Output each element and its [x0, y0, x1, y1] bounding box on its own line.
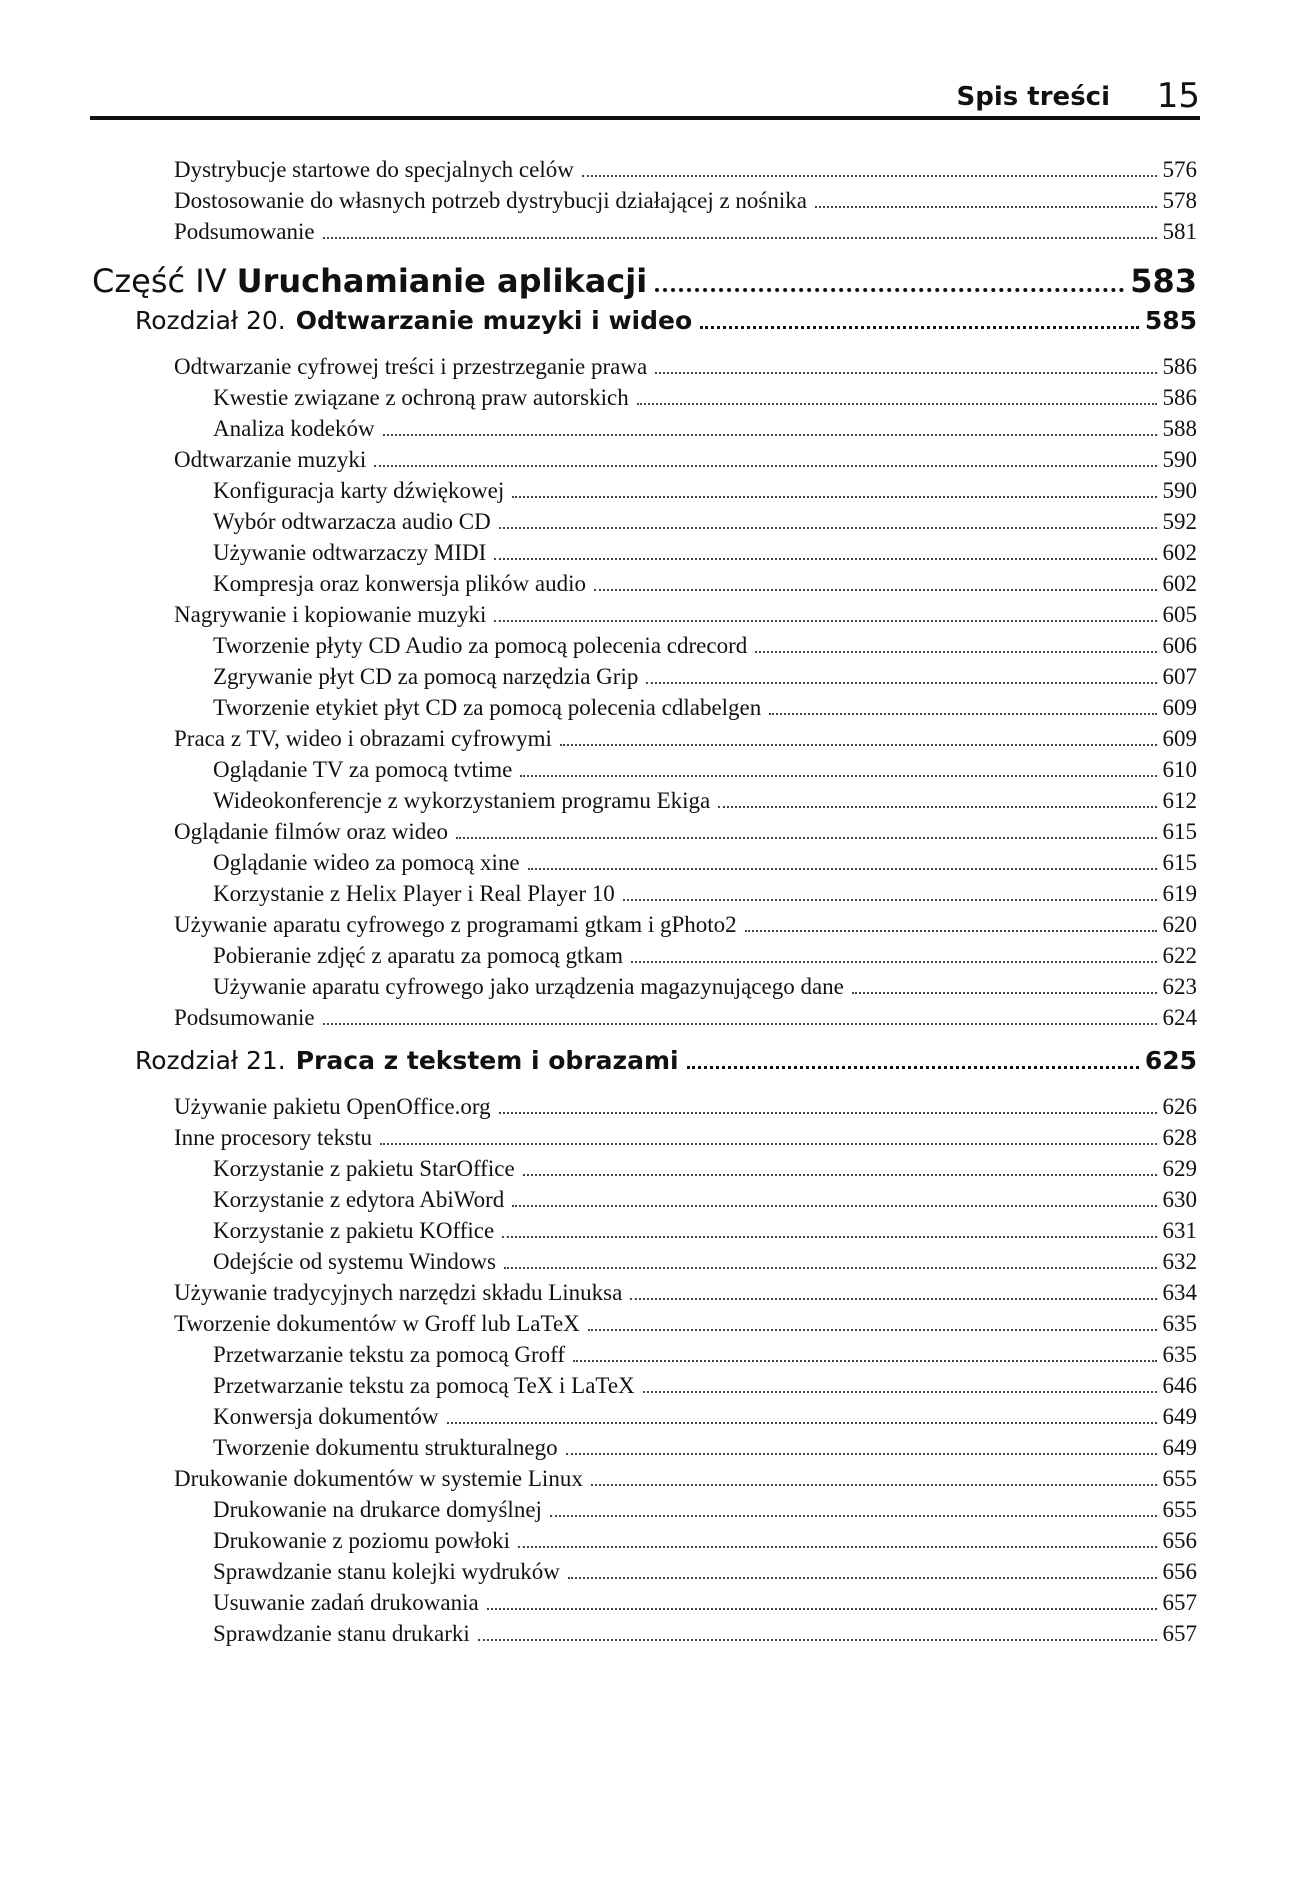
toc-section [174, 447, 1197, 477]
toc-entry-title: Inne procesory tekstu [174, 1125, 372, 1150]
dot-leader [523, 1174, 1157, 1176]
toc-subsection [213, 571, 1197, 601]
toc-entry-page: 581 [1162, 219, 1197, 244]
toc-entry-prefix: Rozdział 21. [135, 1046, 286, 1075]
dot-leader [769, 713, 1156, 715]
dot-leader [494, 558, 1156, 560]
toc-subsection [213, 1435, 1197, 1465]
dot-leader [323, 237, 1157, 239]
toc-entry-page: 634 [1162, 1280, 1197, 1305]
toc-entry-page: 588 [1162, 416, 1197, 441]
toc-entry-title: Pobieranie zdjęć z aparatu za pomocą gtkam [213, 943, 623, 968]
toc-entry-title: Wybór odtwarzacza audio CD [213, 509, 491, 534]
toc-entry-title: Tworzenie dokumentu strukturalnego [213, 1435, 558, 1460]
dot-leader [504, 1267, 1157, 1269]
dot-leader [518, 1546, 1156, 1548]
toc-entry-title: Analiza kodeków [213, 416, 375, 441]
dot-leader [560, 744, 1157, 746]
dot-leader [755, 651, 1156, 653]
dot-leader [745, 930, 1157, 932]
toc-entry-title: Korzystanie z edytora AbiWord [213, 1187, 505, 1212]
toc-entry-page: 625 [1144, 1046, 1197, 1075]
toc-subsection [213, 1156, 1197, 1186]
toc-entry-page: 606 [1162, 633, 1197, 658]
dot-leader [512, 1205, 1156, 1207]
toc-section [174, 1005, 1197, 1035]
toc-entry-title: Wideokonferencje z wykorzystaniem programu Ekiga [213, 788, 711, 813]
toc-entry-page: 620 [1162, 912, 1197, 937]
toc-entry-page: 635 [1162, 1342, 1197, 1367]
toc-section [174, 1466, 1197, 1496]
toc-entry-title: Sprawdzanie stanu drukarki [213, 1621, 470, 1646]
toc-subsection [213, 1528, 1197, 1558]
toc-entry-page: 646 [1162, 1373, 1197, 1398]
toc-entry-title: Przetwarzanie tekstu za pomocą Groff [213, 1342, 566, 1367]
toc-subsection [213, 695, 1197, 725]
toc-entry-page: 624 [1162, 1005, 1197, 1030]
dot-leader [815, 206, 1157, 208]
toc-entry-title: Tworzenie dokumentów w Groff lub LaTeX [174, 1311, 580, 1336]
toc-entry-page: 590 [1162, 478, 1197, 503]
toc-entry-page: 623 [1162, 974, 1197, 999]
toc-section [174, 1125, 1197, 1155]
dot-leader [512, 496, 1156, 498]
toc-entry-title: Usuwanie zadań drukowania [213, 1590, 479, 1615]
toc-entry-page: 609 [1162, 695, 1197, 720]
toc-subsection [213, 385, 1197, 415]
dot-leader [646, 682, 1156, 684]
toc-entry-page: 583 [1130, 262, 1197, 300]
dot-leader [582, 175, 1157, 177]
toc-subsection [213, 1218, 1197, 1248]
toc-entry-page: 622 [1162, 943, 1197, 968]
toc-section [174, 1094, 1197, 1124]
toc-entry-title: Korzystanie z pakietu KOffice [213, 1218, 495, 1243]
toc-subsection [213, 974, 1197, 1004]
toc-entry-title: Dystrybucje startowe do specjalnych celów [174, 157, 574, 182]
toc-entry-page: 656 [1162, 1528, 1197, 1553]
toc-section [174, 912, 1197, 942]
dot-leader [700, 326, 1139, 329]
toc-entry-page: 656 [1162, 1559, 1197, 1584]
toc-subsection [213, 1590, 1197, 1620]
toc-subsection [213, 1342, 1197, 1372]
dot-leader [499, 527, 1157, 529]
toc-section [174, 157, 1197, 187]
toc-entry-title: Korzystanie z pakietu StarOffice [213, 1156, 515, 1181]
toc-entry-page: 655 [1162, 1497, 1197, 1522]
toc-entry-page: 649 [1162, 1404, 1197, 1429]
toc-subsection [213, 1559, 1197, 1589]
dot-leader [591, 1484, 1157, 1486]
toc-subsection [213, 943, 1197, 973]
toc-subsection [213, 788, 1197, 818]
dot-leader [655, 372, 1156, 374]
toc-entry-title: Nagrywanie i kopiowanie muzyki [174, 602, 487, 627]
toc-entry-page: 615 [1162, 850, 1197, 875]
dot-leader [631, 961, 1157, 963]
toc-entry-page: 657 [1162, 1621, 1197, 1646]
dot-leader [594, 589, 1156, 591]
toc-subsection [213, 850, 1197, 880]
dot-leader [478, 1639, 1157, 1641]
toc-entry-page: 629 [1162, 1156, 1197, 1181]
dot-leader [520, 775, 1156, 777]
dot-leader [687, 1066, 1139, 1069]
toc-entry-title: Korzystanie z Helix Player i Real Player 10 [213, 881, 615, 906]
toc-subsection [213, 1187, 1197, 1217]
toc-chapter [135, 1046, 1197, 1082]
toc-entry-prefix: Część IV [92, 262, 227, 300]
toc-subsection [213, 1497, 1197, 1527]
toc-entry-page: 605 [1162, 602, 1197, 627]
toc-entry-title: Drukowanie na drukarce domyślnej [213, 1497, 542, 1522]
toc-entry-page: 590 [1162, 447, 1197, 472]
dot-leader [573, 1360, 1156, 1362]
toc-entry-title: Używanie tradycyjnych narzędzi składu Linuksa [174, 1280, 623, 1305]
toc-subsection [213, 509, 1197, 539]
toc-section [174, 188, 1197, 218]
toc-entry-page: 610 [1162, 757, 1197, 782]
toc-entry-title: Kwestie związane z ochroną praw autorskich [213, 385, 629, 410]
toc-entry-title: Tworzenie etykiet płyt CD za pomocą polecenia cdlabelgen [213, 695, 762, 720]
dot-leader [643, 1391, 1157, 1393]
dot-leader [655, 288, 1124, 292]
dot-leader [550, 1515, 1157, 1517]
toc-entry-page: 578 [1162, 188, 1197, 213]
toc-entry-title: Uruchamianie aplikacji [236, 262, 648, 300]
toc-entry-title: Drukowanie dokumentów w systemie Linux [174, 1466, 583, 1491]
dot-leader [568, 1577, 1157, 1579]
toc-entry-title: Praca z TV, wideo i obrazami cyfrowymi [174, 726, 552, 751]
toc-section [174, 219, 1197, 249]
dot-leader [380, 1143, 1157, 1145]
toc-entry-title: Używanie aparatu cyfrowego z programami gtkam i gPhoto2 [174, 912, 737, 937]
dot-leader [528, 868, 1157, 870]
toc-entry-page: 602 [1162, 540, 1197, 565]
toc-entry-title: Drukowanie z poziomu powłoki [213, 1528, 511, 1553]
toc-entry-page: 635 [1162, 1311, 1197, 1336]
dot-leader [588, 1329, 1157, 1331]
toc-part [92, 262, 1197, 306]
toc-section [174, 726, 1197, 756]
toc-entry-title: Używanie aparatu cyfrowego jako urządzenia magazynującego dane [213, 974, 844, 999]
toc-entry-page: 609 [1162, 726, 1197, 751]
dot-leader [456, 837, 1157, 839]
dot-leader [637, 403, 1157, 405]
toc-entry-title: Konfiguracja karty dźwiękowej [213, 478, 505, 503]
dot-leader [447, 1422, 1157, 1424]
toc-entry-title: Przetwarzanie tekstu za pomocą TeX i LaTeX [213, 1373, 635, 1398]
toc-entry-page: 615 [1162, 819, 1197, 844]
toc-entry-prefix: Rozdział 20. [135, 306, 286, 335]
toc-subsection [213, 478, 1197, 508]
dot-leader [566, 1453, 1157, 1455]
toc-entry-page: 649 [1162, 1435, 1197, 1460]
toc-entry-title: Podsumowanie [174, 219, 315, 244]
dot-leader [630, 1298, 1156, 1300]
toc-entry-title: Podsumowanie [174, 1005, 315, 1030]
header-title: Spis treści [956, 82, 1110, 112]
toc-entry-title: Tworzenie płyty CD Audio za pomocą polecenia cdrecord [213, 633, 748, 658]
toc-entry-page: 592 [1162, 509, 1197, 534]
toc-entry-page: 630 [1162, 1187, 1197, 1212]
toc-section [174, 1311, 1197, 1341]
dot-leader [323, 1023, 1157, 1025]
toc-section [174, 819, 1197, 849]
toc-chapter [135, 306, 1197, 342]
page-number: 15 [1156, 76, 1200, 116]
toc-entry-title: Oglądanie wideo za pomocą xine [213, 850, 520, 875]
toc-section [174, 1280, 1197, 1310]
toc-section [174, 354, 1197, 384]
toc-entry-title: Oglądanie filmów oraz wideo [174, 819, 448, 844]
toc-subsection [213, 664, 1197, 694]
toc-entry-page: 607 [1162, 664, 1197, 689]
toc-entry-page: 602 [1162, 571, 1197, 596]
dot-leader [852, 992, 1157, 994]
toc-entry-title: Dostosowanie do własnych potrzeb dystrybucji działającej z nośnika [174, 188, 807, 213]
dot-leader [718, 806, 1156, 808]
toc-subsection [213, 881, 1197, 911]
toc-entry-page: 586 [1162, 385, 1197, 410]
toc-subsection [213, 1404, 1197, 1434]
toc-entry-title: Używanie pakietu OpenOffice.org [174, 1094, 491, 1119]
toc-subsection [213, 1373, 1197, 1403]
dot-leader [383, 434, 1157, 436]
toc-entry-page: 612 [1162, 788, 1197, 813]
toc-entry-title: Praca z tekstem i obrazami [295, 1046, 679, 1075]
dot-leader [374, 465, 1156, 467]
toc-subsection [213, 757, 1197, 787]
toc-subsection [213, 1249, 1197, 1279]
toc-subsection [213, 416, 1197, 446]
running-header [90, 68, 1200, 120]
toc-entry-title: Kompresja oraz konwersja plików audio [213, 571, 587, 596]
toc-entry-title: Używanie odtwarzaczy MIDI [213, 540, 487, 565]
toc-entry-page: 586 [1162, 354, 1197, 379]
toc-entry-title: Odtwarzanie muzyki i wideo [295, 306, 693, 335]
toc-subsection [213, 633, 1197, 663]
toc-entry-page: 585 [1144, 306, 1197, 335]
toc-entry-title: Odtwarzanie muzyki [174, 447, 367, 472]
dot-leader [502, 1236, 1156, 1238]
dot-leader [487, 1608, 1157, 1610]
toc-entry-title: Zgrywanie płyt CD za pomocą narzędzia Grip [213, 664, 639, 689]
toc-entry-page: 657 [1162, 1590, 1197, 1615]
toc-subsection [213, 1621, 1197, 1651]
toc-entry-page: 626 [1162, 1094, 1197, 1119]
toc-section [174, 602, 1197, 632]
dot-leader [623, 899, 1157, 901]
toc-entry-title: Odtwarzanie cyfrowej treści i przestrzeganie prawa [174, 354, 648, 379]
toc-entry-page: 576 [1162, 157, 1197, 182]
toc-entry-page: 619 [1162, 881, 1197, 906]
toc-entry-title: Oglądanie TV za pomocą tvtime [213, 757, 513, 782]
toc-subsection [213, 540, 1197, 570]
toc-entry-title: Sprawdzanie stanu kolejki wydruków [213, 1559, 560, 1584]
toc-entry-title: Konwersja dokumentów [213, 1404, 439, 1429]
toc-entry-page: 631 [1162, 1218, 1197, 1243]
toc-entry-page: 632 [1162, 1249, 1197, 1274]
toc-entry-page: 655 [1162, 1466, 1197, 1491]
toc-entry-title: Odejście od systemu Windows [213, 1249, 496, 1274]
dot-leader [499, 1112, 1157, 1114]
toc-entry-page: 628 [1162, 1125, 1197, 1150]
dot-leader [494, 620, 1156, 622]
